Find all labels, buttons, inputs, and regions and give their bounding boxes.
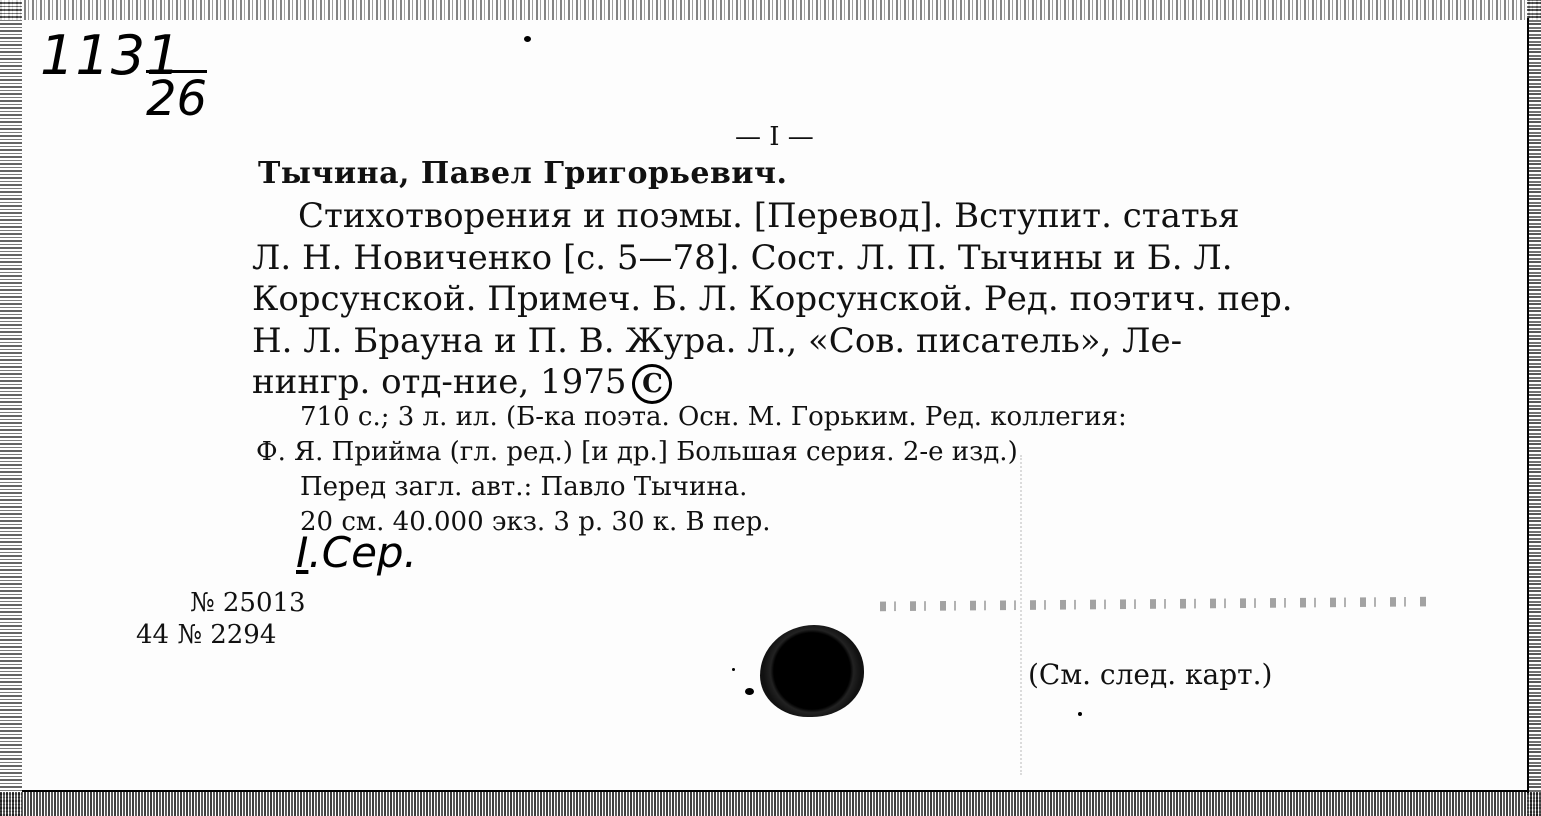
copyright-icon: C: [632, 364, 672, 404]
physical-line: 710 с.; 3 л. ил. (Б-ка поэта. Осн. М. Горьким. Ред. коллегия:: [300, 402, 1127, 432]
physical-line: Ф. Я. Прийма (гл. ред.) [и др.] Большая серия. 2-е изд.): [256, 437, 1018, 467]
accession-number: № 25013: [190, 588, 306, 618]
description-line: Л. Н. Новиченко [с. 5—78]. Сост. Л. П. Тычины и Б. Л.: [252, 237, 1233, 278]
scan-edge-left: [0, 0, 22, 816]
physical-line: Перед загл. авт.: Павло Тычина.: [300, 472, 748, 502]
call-number-top: 1131: [40, 24, 182, 87]
physical-description: [256, 400, 1428, 540]
card-number: — I —: [735, 122, 814, 152]
scan-edge-top: [0, 0, 1541, 20]
ink-speck: [524, 36, 531, 42]
ink-blot: [760, 625, 864, 717]
description-line: Стихотворения и поэмы. [Перевод]. Вступит. статья: [298, 196, 1240, 236]
ink-speck: [1078, 712, 1082, 716]
ink-speck: [745, 688, 754, 695]
ink-speck: [732, 668, 735, 671]
faint-stamp-marks: [880, 592, 1428, 616]
shelf-mark-roman: I: [296, 528, 309, 577]
shelf-mark-series: .Сер.: [308, 528, 417, 577]
description-line: Н. Л. Брауна и П. В. Жура. Л., «Сов. писатель», Ле-: [252, 320, 1183, 361]
see-next-card: (См. след. карт.): [1028, 658, 1273, 691]
description-line: Корсунской. Примеч. Б. Л. Корсунской. Ред. поэтич. пер.: [252, 279, 1293, 319]
card-bottom-edge: [22, 790, 1527, 792]
author-heading: Тычина, Павел Григорьевич.: [258, 156, 788, 191]
description-line-last: [252, 362, 1432, 404]
call-number-bottom: 26: [146, 71, 208, 127]
imprint-text: нингр. отд-ние, 1975: [252, 362, 627, 402]
scan-edge-right: [1527, 0, 1541, 816]
accession-number-secondary: 44 № 2294: [136, 620, 277, 650]
shelf-mark: [296, 528, 417, 577]
physical-line: 20 см. 40.000 экз. 3 р. 30 к. В пер.: [300, 507, 771, 537]
card-right-edge: [1527, 18, 1529, 793]
bibliographic-description: [252, 196, 1432, 404]
scan-edge-bottom: [0, 792, 1541, 816]
